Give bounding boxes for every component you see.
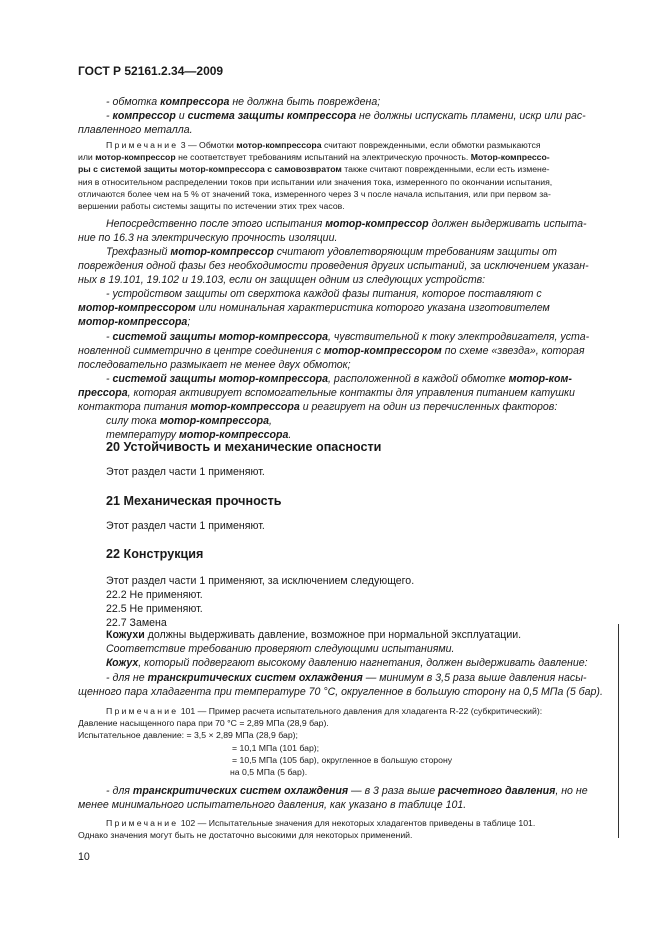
section-21-text: Этот раздел части 1 применяют. [106,520,265,532]
requirement-list [78,95,616,138]
list-item-continuation: плавленного металла. [78,124,193,137]
section-20-heading: 20 Устойчивость и механические опасности [106,440,382,454]
note-3: Примечание 3 — Обмотки мотор-компрессора считают поврежденными, если обмотки размыкаются или мотор-компрессор не соответствует требованиям испытаний на электрическую прочность. Мотор-компрессо- ры с системой защиты мотор-компрессора с самовозвратом также считают поврежденными, если есть измене- ния в относительном распределении токов при испытании или значения тока, измеренного по окончании испытания, отличаются более чем на 5 % от значений тока, измеренного через 3 ч после начала испытания, или при первом за- вершении работы системы защиты по истечении этих трех часов. [78,140,553,212]
document-header: ГОСТ Р 52161.2.34—2009 [78,64,224,78]
section-22-body: Этот раздел части 1 применяют, за исключением следующего. 22.2 Не применяют. 22.5 Не применяют. 22.7 Замена [106,575,415,629]
list-item: - компрессор и система защиты компрессора не должны испускать пламени, искр или рас- [106,110,586,123]
section-22-enclosure: Кожухи должны выдерживать давление, возможное при нормальной эксплуатации. Соответствие требованию проверяют следующими испытаниями. Кожух, который подвергают высокому давлению нагнетания, должен выдерживать давление: - для не транскритических систем охлаждения — минимум в 3,5 раза выше давления насы- щенного пара хладагента при температуре 70 °С, округленное в большую сторону на 0,5 МПа (5 бар). [78,629,603,698]
protection-item-overcurrent: - устройством защиты от сверхтока каждой фазы питания, которое поставляют с мотор-компрессором или номинальная характеристика которого указана изготовителем мотор-компрессора; [78,288,550,329]
note-101: Примечание 101 — Пример расчета испытательного давления для хладагента R-22 (субкритический): Давление насыщенного пара при 70 °С = 2,89 МПа (28,9 бар). Испытательное давление: = 3,5 × 2,89 МПа (28,9 бар); = 10,1 МПа (101 бар); = 10,5 МПа (105 бар), округленное в большую сторону на 0,5 МПа (5 бар). [78,706,543,778]
paragraph-three-phase: Трехфазный мотор-компрессор считают удовлетворяющим требованиям защиты от повреждения одной фазы без необходимости проведения других испытаний, за исключением указан- ных в 19.101, 19.102 и 19.103, если он защищен одним из следующих устройств: [78,246,589,287]
protection-item-star: - системой защиты мотор-компрессора, чувствительной к току электродвигателя, уста- новленной симметрично в центре соединения с мотор-компрессором по схеме «звезда», которая последовательно размыкает не менее двух обмоток; [78,331,590,372]
list-item: - обмотка компрессора не должна быть повреждена; [106,96,381,108]
section-21-heading: 21 Механическая прочность [106,494,282,508]
section-22-heading: 22 Конструкция [106,547,204,561]
factor-list: силу тока мотор-компрессора, температуру мотор-компрессора. [106,415,292,442]
protection-item-winding: - системой защиты мотор-компрессора, расположенной в каждой обмотке мотор-ком- прессора, которая активирует вспомогательные контакты для управления питанием катушки контактора питания мотор-компрессора и реагирует на один из перечисленных факторов: [78,373,575,414]
section-20-text: Этот раздел части 1 применяют. [106,466,265,478]
transcritical-requirement: - для транскритических систем охлаждения — в 3 раза выше расчетного давления, но не менее минимального испытательного давления, как указано в таблице 101. [78,785,588,812]
page-number: 10 [78,851,90,863]
note-102: Примечание 102 — Испытательные значения для некоторых хладагентов приведены в таблице 101. Однако значения могут быть не достаточно высокими для некоторых применений. [78,818,536,841]
paragraph-insulation: Непосредственно после этого испытания мотор-компрессор должен выдерживать испыта- ние по 16.3 на электрическую прочность изоляции. [78,218,587,245]
change-bar [618,624,619,838]
